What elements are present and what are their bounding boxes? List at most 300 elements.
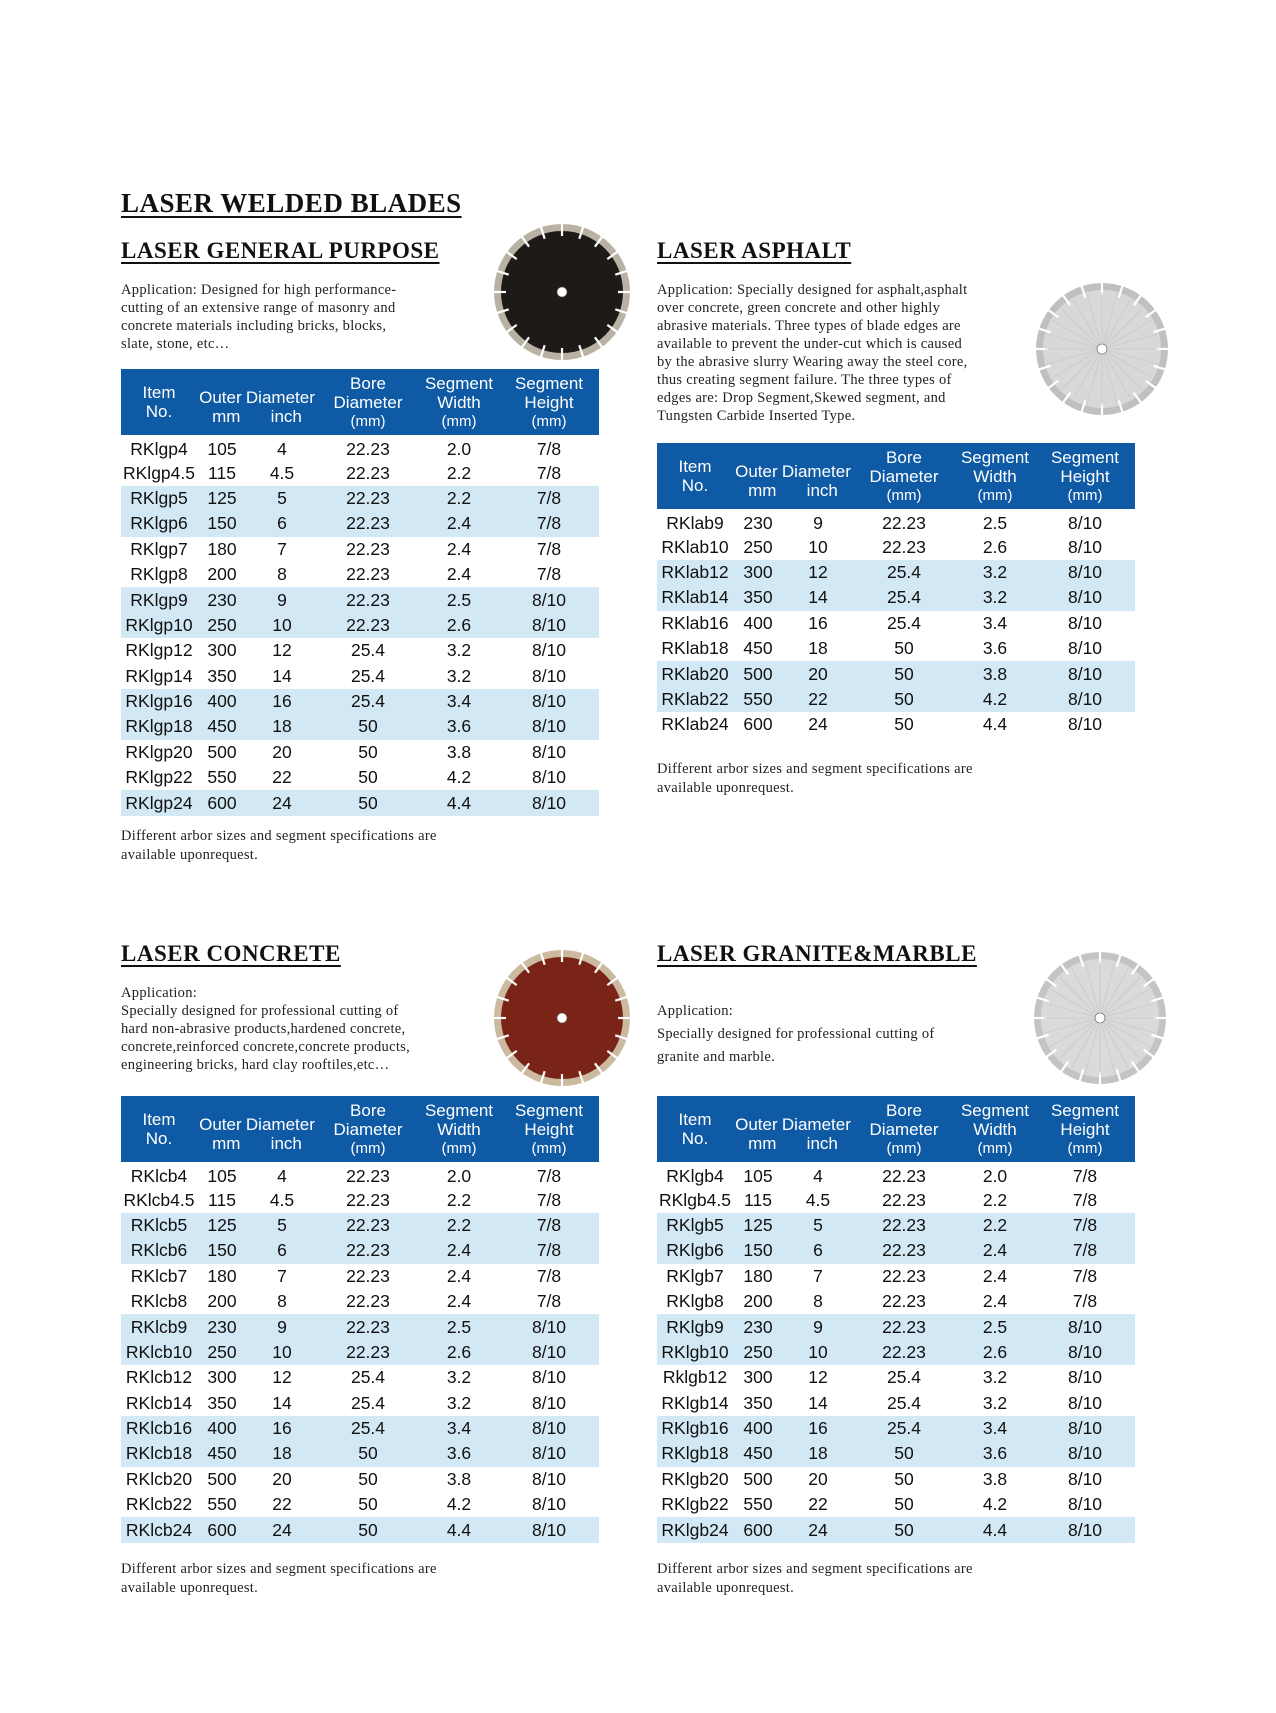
table-cell: 180 <box>207 1265 237 1286</box>
table-cell: 7/8 <box>499 1213 599 1238</box>
header-item-no: Item No. <box>657 443 733 509</box>
table-cell: 8/10 <box>531 1494 567 1515</box>
header-segment-height: Segment Height (mm) <box>1035 1096 1135 1162</box>
table-cell: 25.4 <box>853 1416 955 1441</box>
table-row <box>121 1365 599 1390</box>
table-cell: 24 <box>783 1517 853 1542</box>
table-cell: 250 <box>733 1340 783 1365</box>
header-outer-diameter <box>197 369 317 435</box>
table-cell: 4.2 <box>982 1494 1008 1515</box>
table-cell: 500 <box>207 741 237 762</box>
table-cell: 22.23 <box>853 1314 955 1339</box>
table-row <box>657 1187 1135 1212</box>
header-diameter: Diameter <box>245 388 315 407</box>
table-cell: 20 <box>272 1468 292 1489</box>
header-bore-diameter: Bore Diameter (mm) <box>317 1096 419 1162</box>
table-cell: 250 <box>197 613 247 638</box>
table-cell: RKlgb5 <box>657 1213 733 1238</box>
table-cell: 7/8 <box>536 1166 562 1187</box>
table-row <box>657 636 1135 661</box>
table-cell: 25.4 <box>317 689 419 714</box>
table-cell: 50 <box>317 714 419 739</box>
table-cell: RKlgb8 <box>666 1291 724 1312</box>
table-cell: 10 <box>783 1340 853 1365</box>
table-cell: 24 <box>247 1517 317 1542</box>
table-cell: RKlgp4 <box>130 439 188 460</box>
table-cell: 4 <box>277 439 287 460</box>
table-cell: 3.8 <box>446 741 472 762</box>
table-cell: 50 <box>317 1441 419 1466</box>
header-outer-diameter <box>733 1096 853 1162</box>
header-inch: inch <box>270 1134 302 1153</box>
table-cell: 8/10 <box>531 640 567 661</box>
table-cell: 250 <box>743 536 773 557</box>
header-mm: mm <box>748 1134 777 1153</box>
table-cell: 400 <box>743 612 773 633</box>
table-cell: 3.6 <box>419 1441 499 1466</box>
table-cell: 50 <box>853 1441 955 1466</box>
table-cell: 50 <box>894 1494 914 1515</box>
table-row <box>657 661 1135 686</box>
header-mm: mm <box>748 481 777 500</box>
table-cell: 4.5 <box>805 1189 831 1210</box>
table-row <box>657 1213 1135 1238</box>
table-cell: 7/8 <box>499 511 599 536</box>
general-purpose-description: Application: Designed for high performance- cutting of an extensive range of masonry and concrete materials including bricks, blocks, slate, stone, etc… <box>121 282 397 352</box>
table-cell: 550 <box>733 687 783 712</box>
table-header-row <box>657 443 1135 509</box>
table-cell: Rklgb12 <box>662 1367 728 1388</box>
table-cell: 4.4 <box>419 1517 499 1542</box>
table-cell: 8/10 <box>1035 1517 1135 1542</box>
table-row <box>657 712 1135 737</box>
header-segment-height: Segment Height (mm) <box>499 369 599 435</box>
table-cell: 5 <box>247 486 317 511</box>
header-item-no: Item No. <box>121 1096 197 1162</box>
header-outer: Outer <box>735 1115 778 1134</box>
table-cell: 550 <box>743 1494 773 1515</box>
table-cell: 2.6 <box>982 536 1008 557</box>
table-cell: 22.23 <box>853 1340 955 1365</box>
table-cell: 14 <box>272 1392 292 1413</box>
table-cell: RKlab22 <box>657 687 733 712</box>
table-header-row <box>121 369 599 435</box>
table-cell: 125 <box>197 486 247 511</box>
table-cell: 4.2 <box>446 767 472 788</box>
table-cell: RKlgb16 <box>657 1416 733 1441</box>
table-cell: 3.2 <box>982 1367 1008 1388</box>
table-cell: 10 <box>247 613 317 638</box>
table-cell: RKlgb24 <box>657 1517 733 1542</box>
table-cell: 16 <box>247 1416 317 1441</box>
table-cell: 2.4 <box>419 1238 499 1263</box>
table-cell: RKlgp7 <box>130 538 188 559</box>
table-cell: 7/8 <box>1035 1213 1135 1238</box>
table-cell: 22.23 <box>346 1265 390 1286</box>
table-cell: 8/10 <box>499 1416 599 1441</box>
table-cell: RKlgp10 <box>121 613 197 638</box>
table-cell: 22.23 <box>346 1291 390 1312</box>
table-cell: 2.0 <box>446 1166 472 1187</box>
header-inch: inch <box>806 1134 838 1153</box>
table-cell: 50 <box>853 1517 955 1542</box>
table-cell: 22.23 <box>317 1314 419 1339</box>
table-cell: 7/8 <box>1072 1189 1098 1210</box>
table-cell: RKlgb10 <box>657 1340 733 1365</box>
table-row <box>121 460 599 485</box>
table-cell: 8/10 <box>499 790 599 815</box>
header-diameter: Diameter <box>781 462 851 481</box>
table-row <box>657 585 1135 610</box>
table-cell: 20 <box>272 741 292 762</box>
table-cell: 200 <box>207 1291 237 1312</box>
table-cell: 8/10 <box>531 1468 567 1489</box>
table-cell: 115 <box>744 1189 772 1210</box>
table-cell: 2.2 <box>955 1213 1035 1238</box>
table-cell: 22.23 <box>882 536 926 557</box>
table-cell: 230 <box>197 1314 247 1339</box>
table-cell: 22.23 <box>317 511 419 536</box>
blade-arbor-hole <box>557 287 567 297</box>
table-cell: 22.23 <box>346 538 390 559</box>
table-cell: RKlgp16 <box>121 689 197 714</box>
granite-marble-note: Different arbor sizes and segment specifications are available uponrequest. <box>657 1561 973 1596</box>
table-cell: 2.2 <box>446 1189 472 1210</box>
table-cell: 12 <box>783 560 853 585</box>
granite-marble-description: Application: Specially designed for professional cutting of granite and marble. <box>657 1003 935 1065</box>
table-cell: 3.2 <box>955 585 1035 610</box>
blade-arbor-hole <box>1097 344 1107 354</box>
table-cell: 8/10 <box>1035 1340 1135 1365</box>
header-segment-width: Segment Width (mm) <box>955 443 1035 509</box>
table-row <box>121 587 599 612</box>
table-cell: 25.4 <box>886 1367 922 1388</box>
table-cell: 22.23 <box>882 1189 926 1210</box>
table-cell: 2.2 <box>982 1189 1008 1210</box>
table-cell: 600 <box>197 1517 247 1542</box>
table-cell: 25.4 <box>853 585 955 610</box>
table-cell: 22.23 <box>853 1238 955 1263</box>
table-cell: 10 <box>808 536 828 557</box>
table-cell: 8/10 <box>531 1392 567 1413</box>
table-cell: 180 <box>207 538 237 559</box>
table-cell: RKlcb18 <box>121 1441 197 1466</box>
table-cell: 8/10 <box>1035 687 1135 712</box>
general-purpose-title: LASER GENERAL PURPOSE <box>121 238 440 263</box>
table-cell: 3.2 <box>446 1367 472 1388</box>
table-cell: 3.8 <box>955 661 1035 686</box>
table-cell: 500 <box>743 1468 773 1489</box>
table-cell: 8 <box>277 1291 287 1312</box>
table-cell: 50 <box>853 661 955 686</box>
table-cell: 10 <box>247 1340 317 1365</box>
table-cell: RKlgp4.5 <box>123 462 195 483</box>
table-cell: RKlgb7 <box>666 1265 724 1286</box>
table-row <box>657 1365 1135 1390</box>
header-item-no: Item No. <box>657 1096 733 1162</box>
table-row <box>657 534 1135 559</box>
table-cell: 2.4 <box>446 1291 472 1312</box>
table-row <box>121 537 599 562</box>
table-cell: 350 <box>207 665 237 686</box>
table-cell: RKlab24 <box>661 714 729 735</box>
table-cell: 2.4 <box>446 538 472 559</box>
table-cell: 2.6 <box>419 1340 499 1365</box>
concrete-note: Different arbor sizes and segment specifications are available uponrequest. <box>121 1561 437 1596</box>
table-cell: 2.4 <box>982 1291 1008 1312</box>
table-row <box>657 1416 1135 1441</box>
table-cell: 6 <box>247 511 317 536</box>
table-cell: 125 <box>733 1213 783 1238</box>
table-cell: 2.2 <box>419 1213 499 1238</box>
table-cell: 25.4 <box>886 612 922 633</box>
table-cell: 16 <box>808 612 828 633</box>
table-cell: RKlcb22 <box>125 1494 193 1515</box>
table-cell: 8/10 <box>499 613 599 638</box>
table-header-row <box>657 1096 1135 1162</box>
table-cell: 2.5 <box>982 513 1008 534</box>
table-cell: 4.5 <box>269 1189 295 1210</box>
table-row <box>121 486 599 511</box>
table-cell: 115 <box>208 1189 236 1210</box>
header-inch: inch <box>806 481 838 500</box>
table-cell: 18 <box>247 1441 317 1466</box>
table-cell: RKlcb4 <box>130 1166 188 1187</box>
table-row <box>121 1162 599 1187</box>
table-row <box>657 1467 1135 1492</box>
table-cell: 8 <box>813 1291 823 1312</box>
table-cell: 2.6 <box>955 1340 1035 1365</box>
table-cell: RKlab14 <box>657 585 733 610</box>
table-cell: 25.4 <box>350 1392 386 1413</box>
table-cell: 300 <box>733 560 783 585</box>
table-cell: RKlgb9 <box>657 1314 733 1339</box>
table-row <box>121 638 599 663</box>
table-cell: RKlcb6 <box>121 1238 197 1263</box>
table-cell: 2.4 <box>446 1265 472 1286</box>
table-cell: RKlgp18 <box>121 714 197 739</box>
silver-saw-blade-image <box>1032 950 1168 1086</box>
table-cell: 50 <box>358 1468 378 1489</box>
table-cell: 4.5 <box>269 462 295 483</box>
table-cell: 7/8 <box>536 462 562 483</box>
table-cell: 230 <box>733 1314 783 1339</box>
table-cell: 3.2 <box>955 560 1035 585</box>
table-row <box>121 1238 599 1263</box>
table-cell: 3.6 <box>955 1441 1035 1466</box>
table-cell: 105 <box>207 439 237 460</box>
table-cell: RKlab16 <box>661 612 729 633</box>
table-cell: 22.23 <box>346 1166 390 1187</box>
table-cell: RKlgp9 <box>121 587 197 612</box>
table-row <box>657 611 1135 636</box>
table-cell: 8/10 <box>499 1340 599 1365</box>
table-cell: 8/10 <box>1067 1468 1103 1489</box>
table-cell: 20 <box>808 1468 828 1489</box>
table-cell: 7/8 <box>499 1238 599 1263</box>
table-cell: 500 <box>207 1468 237 1489</box>
table-cell: 50 <box>894 638 914 659</box>
table-cell: 6 <box>783 1238 853 1263</box>
table-cell: 50 <box>358 1494 378 1515</box>
table-cell: 125 <box>197 1213 247 1238</box>
table-row <box>121 1416 599 1441</box>
table-cell: 25.4 <box>317 1416 419 1441</box>
table-cell: 550 <box>207 767 237 788</box>
table-row <box>657 1238 1135 1263</box>
table-cell: 22 <box>272 1494 292 1515</box>
table-cell: 3.2 <box>446 640 472 661</box>
table-cell: 5 <box>247 1213 317 1238</box>
asphalt-note: Different arbor sizes and segment specifications are available uponrequest. <box>657 761 973 796</box>
table-cell: 22.23 <box>882 1265 926 1286</box>
table-cell: 3.4 <box>955 1416 1035 1441</box>
table-cell: 8/10 <box>1067 536 1103 557</box>
table-cell: 16 <box>247 689 317 714</box>
table-cell: RKlab10 <box>661 536 729 557</box>
header-bore-diameter: Bore Diameter (mm) <box>317 369 419 435</box>
table-cell: RKlgb20 <box>661 1468 729 1489</box>
table-cell: 3.4 <box>419 1416 499 1441</box>
table-cell: 50 <box>317 1517 419 1542</box>
table-cell: 25.4 <box>350 1367 386 1388</box>
header-outer-diameter <box>197 1096 317 1162</box>
table-cell: 2.0 <box>446 439 472 460</box>
table-cell: 105 <box>743 1166 773 1187</box>
table-cell: 2.0 <box>982 1166 1008 1187</box>
table-row <box>657 509 1135 534</box>
header-segment-width: Segment Width (mm) <box>419 1096 499 1162</box>
table-cell: 600 <box>743 714 773 735</box>
table-cell: RKlgb4 <box>666 1166 724 1187</box>
table-cell: 22.23 <box>317 1238 419 1263</box>
table-cell: 25.4 <box>350 640 386 661</box>
table-cell: 22.23 <box>346 564 390 585</box>
table-cell: 9 <box>247 1314 317 1339</box>
table-cell: 22.23 <box>853 1213 955 1238</box>
table-cell: RKlgb18 <box>657 1441 733 1466</box>
table-cell: RKlab9 <box>666 513 724 534</box>
table-cell: 22.23 <box>346 1189 390 1210</box>
table-cell: 400 <box>197 1416 247 1441</box>
table-row <box>657 687 1135 712</box>
table-cell: 50 <box>894 1468 914 1489</box>
table-cell: 8/10 <box>1035 661 1135 686</box>
table-row <box>657 1517 1135 1542</box>
table-row <box>121 511 599 536</box>
table-cell: 22.23 <box>317 1213 419 1238</box>
table-cell: 4.2 <box>446 1494 472 1515</box>
general-purpose-note: Different arbor sizes and segment specifications are available uponrequest. <box>121 828 437 863</box>
table-cell: 7/8 <box>536 1189 562 1210</box>
table-cell: 25.4 <box>350 665 386 686</box>
table-cell: RKlcb5 <box>121 1213 197 1238</box>
silver-saw-blade-image <box>1034 281 1170 417</box>
table-row <box>657 1264 1135 1289</box>
table-cell: 12 <box>272 1367 292 1388</box>
concrete-title: LASER CONCRETE <box>121 941 341 966</box>
table-cell: 12 <box>808 1367 828 1388</box>
table-cell: 4.4 <box>955 1517 1035 1542</box>
table-cell: 2.6 <box>419 613 499 638</box>
table-cell: 2.4 <box>982 1265 1008 1286</box>
table-cell: 2.5 <box>419 587 499 612</box>
header-outer: Outer <box>199 388 242 407</box>
table-row <box>121 1492 599 1517</box>
table-cell: 350 <box>743 1392 773 1413</box>
table-cell: 200 <box>207 564 237 585</box>
table-cell: 7/8 <box>536 564 562 585</box>
table-cell: 350 <box>733 585 783 610</box>
table-cell: 24 <box>247 790 317 815</box>
table-cell: 22.23 <box>317 613 419 638</box>
table-cell: 150 <box>197 1238 247 1263</box>
table-cell: 7/8 <box>536 1291 562 1312</box>
table-cell: 18 <box>783 1441 853 1466</box>
table-cell: 2.4 <box>419 511 499 536</box>
table-cell: RKlgb6 <box>657 1238 733 1263</box>
table-cell: 4.4 <box>419 790 499 815</box>
table-row <box>657 1289 1135 1314</box>
table-cell: 4.2 <box>955 687 1035 712</box>
table-header-row <box>121 1096 599 1162</box>
table-cell: 8/10 <box>499 1517 599 1542</box>
table-cell: 600 <box>733 1517 783 1542</box>
table-cell: 150 <box>733 1238 783 1263</box>
granite-marble-spec-table <box>657 1096 1135 1543</box>
table-cell: 22 <box>272 767 292 788</box>
table-cell: RKlcb7 <box>130 1265 188 1286</box>
table-row <box>121 740 599 765</box>
dark-black-saw-blade-image <box>492 222 632 362</box>
table-cell: 8/10 <box>499 1441 599 1466</box>
table-cell: RKlcb16 <box>121 1416 197 1441</box>
table-row <box>121 664 599 689</box>
table-cell: 22 <box>808 1494 828 1515</box>
table-cell: 7 <box>813 1265 823 1286</box>
table-cell: 16 <box>783 1416 853 1441</box>
header-item-no: Item No. <box>121 369 197 435</box>
table-row <box>657 1441 1135 1466</box>
table-cell: 250 <box>197 1340 247 1365</box>
table-cell: 450 <box>743 638 773 659</box>
table-cell: RKlgp14 <box>125 665 193 686</box>
table-cell: 2.5 <box>419 1314 499 1339</box>
table-cell: 22.23 <box>317 486 419 511</box>
table-cell: 3.8 <box>446 1468 472 1489</box>
table-cell: 4 <box>277 1166 287 1187</box>
table-cell: 105 <box>207 1166 237 1187</box>
table-cell: RKlgb22 <box>661 1494 729 1515</box>
table-cell: RKlgp12 <box>125 640 193 661</box>
table-cell: 50 <box>358 767 378 788</box>
table-cell: 25.4 <box>853 560 955 585</box>
table-cell: 6 <box>247 1238 317 1263</box>
header-bore-diameter: Bore Diameter (mm) <box>853 443 955 509</box>
table-cell: 7/8 <box>536 538 562 559</box>
table-row <box>657 1340 1135 1365</box>
table-row <box>121 1314 599 1339</box>
table-cell: 2.2 <box>419 486 499 511</box>
table-cell: 230 <box>743 513 773 534</box>
table-cell: 8/10 <box>499 714 599 739</box>
table-cell: 3.2 <box>446 665 472 686</box>
header-outer: Outer <box>199 1115 242 1134</box>
table-cell: 300 <box>207 640 237 661</box>
table-cell: 300 <box>207 1367 237 1388</box>
header-segment-width: Segment Width (mm) <box>955 1096 1035 1162</box>
table-cell: 3.6 <box>982 638 1008 659</box>
